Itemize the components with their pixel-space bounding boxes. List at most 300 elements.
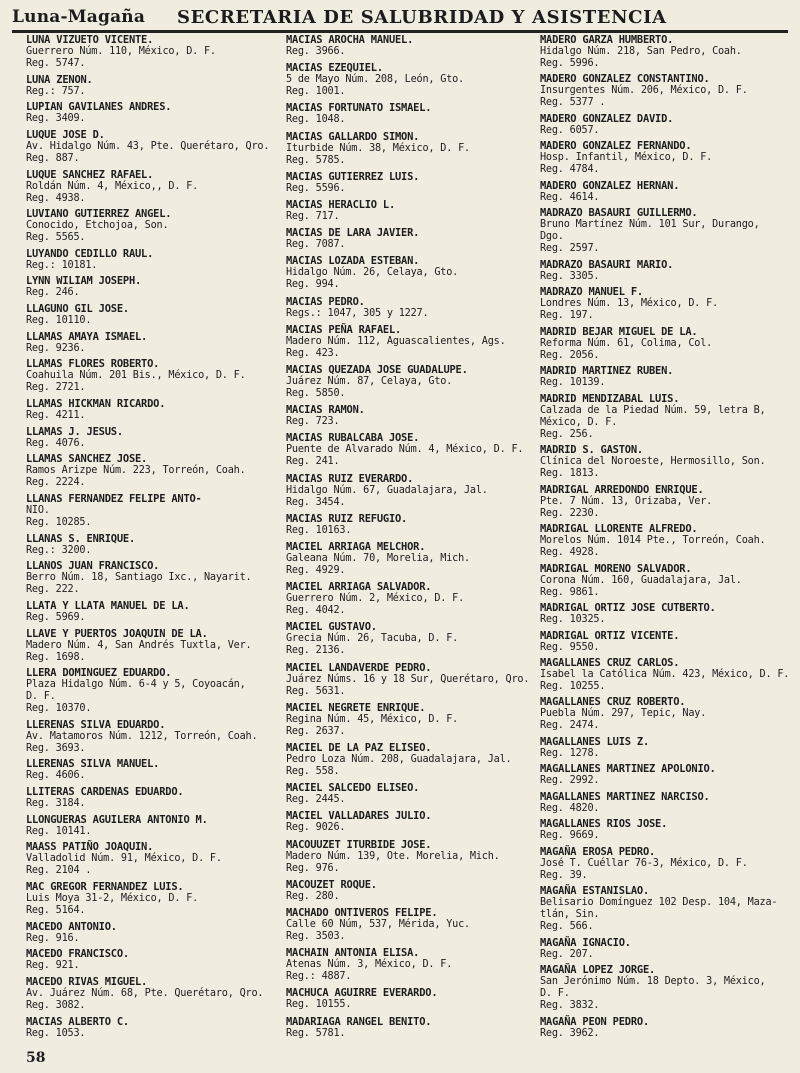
directory-columns xyxy=(12,34,796,1044)
entry-registration: Reg. 887. xyxy=(26,152,80,164)
entry-address: Iturbide Núm. 38, México, D. F. xyxy=(286,142,470,154)
directory-entry xyxy=(286,662,540,698)
directory-entry xyxy=(286,702,540,738)
directory-entry xyxy=(540,393,796,441)
directory-entry xyxy=(286,621,540,657)
entry-address: Ramos Arizpe Núm. 223, Torreón, Coah. xyxy=(26,465,246,477)
entry-registration: Reg. 1001. xyxy=(286,86,346,98)
entry-name: LUYANDO CEDILLO RAUL. xyxy=(26,247,154,260)
entry-address: Calzada de la Piedad Núm. 59, letra B, xyxy=(540,404,766,416)
entry-name: MACIAS QUEZADA JOSE GUADALUPE. xyxy=(286,364,468,377)
directory-entry xyxy=(286,227,540,251)
directory-entry xyxy=(286,102,540,126)
page-number: 58 xyxy=(26,1050,46,1066)
entry-registration: Reg. 2597. xyxy=(540,243,600,255)
directory-entry xyxy=(26,533,278,557)
entry-registration: Reg. 3409. xyxy=(26,113,86,125)
entry-name: LLERENAS SILVA EDUARDO. xyxy=(26,718,166,731)
entry-address: D. F. xyxy=(540,988,570,1000)
column-right xyxy=(540,34,796,1044)
entry-registration: Reg. 10141. xyxy=(26,825,92,837)
directory-entry xyxy=(26,275,278,299)
directory-entry xyxy=(26,129,278,165)
entry-name: MACIAS PEDRO. xyxy=(286,295,365,308)
directory-entry xyxy=(540,791,796,815)
entry-name: MACIEL VALLADARES JULIO. xyxy=(286,810,432,823)
entry-name: LLATA Y LLATA MANUEL DE LA. xyxy=(26,599,190,612)
directory-entry xyxy=(26,493,278,529)
entry-address: Puebla Núm. 297, Tepic, Nay. xyxy=(540,708,707,720)
directory-entry xyxy=(26,841,278,877)
entry-name: MADRAZO MANUEL F. xyxy=(540,286,643,299)
entry-address: México, D. F. xyxy=(540,416,618,428)
entry-address: Luis Moya 31-2, México, D. F. xyxy=(26,893,199,905)
entry-name: MACIAS AROCHA MANUEL. xyxy=(286,34,414,46)
column-middle xyxy=(286,34,540,1044)
entry-address: NIO. xyxy=(26,504,50,516)
directory-entry xyxy=(26,248,278,272)
entry-name: MACIEL SALCEDO ELISEO. xyxy=(286,782,420,795)
entry-registration: Reg. 2136. xyxy=(286,645,346,657)
entry-address: Corona Núm. 160, Guadalajara, Jal. xyxy=(540,574,742,586)
directory-entry xyxy=(26,1016,278,1040)
directory-entry xyxy=(286,34,540,58)
entry-name: MACIAS FORTUNATO ISMAEL. xyxy=(286,102,432,115)
entry-address: Dgo. xyxy=(540,231,564,243)
entry-registration: Reg. 10370. xyxy=(26,703,92,715)
entry-name: LLANOS JUAN FRANCISCO. xyxy=(26,560,160,573)
entry-registration: Reg. 39. xyxy=(540,869,588,881)
entry-registration: Reg. 3966. xyxy=(286,46,346,57)
directory-entry xyxy=(540,630,796,654)
directory-entry xyxy=(540,140,796,176)
entry-registration: Reg. 7087. xyxy=(286,239,346,251)
entry-name: LLAMAS HICKMAN RICARDO. xyxy=(26,398,166,411)
entry-name: MACIAS GUTIERREZ LUIS. xyxy=(286,170,420,183)
entry-name: LLITERAS CARDENAS EDUARDO. xyxy=(26,786,184,799)
entry-name: MADRIGAL ORTIZ VICENTE. xyxy=(540,629,680,642)
directory-entry xyxy=(540,259,796,283)
entry-registration: Reg. 5781. xyxy=(286,1027,346,1039)
entry-name: MAGAÑA PEON PEDRO. xyxy=(540,1015,650,1028)
entry-address: Madero Núm. 112, Aguascalientes, Ags. xyxy=(286,335,506,347)
entry-address: Puente de Alvarado Núm. 4, México, D. F. xyxy=(286,444,524,456)
entry-registration: Reg. 5996. xyxy=(540,58,600,69)
entry-registration: Reg. 6057. xyxy=(540,124,600,136)
entry-registration: Reg. 3082. xyxy=(26,999,86,1011)
entry-registration: Reg. 2445. xyxy=(286,794,346,806)
entry-registration: Reg. 4606. xyxy=(26,770,86,782)
directory-entry xyxy=(286,513,540,537)
entry-name: MADRIGAL MORENO SALVADOR. xyxy=(540,562,692,575)
directory-entry xyxy=(286,947,540,983)
directory-entry xyxy=(26,331,278,355)
directory-entry xyxy=(540,696,796,732)
directory-entry xyxy=(540,444,796,480)
directory-entry xyxy=(286,987,540,1011)
entry-registration: Reg. 5164. xyxy=(26,905,86,917)
entry-registration: Reg. 10285. xyxy=(26,516,92,528)
directory-entry xyxy=(26,758,278,782)
directory-entry xyxy=(26,667,278,715)
entry-registration: Reg. 717. xyxy=(286,211,340,223)
entry-address: Av. Hidalgo Núm. 43, Pte. Querétaro, Qro. xyxy=(26,140,270,152)
entry-address: Coahuila Núm. 201 Bis., México, D. F. xyxy=(26,370,246,382)
directory-entry xyxy=(26,786,278,810)
entry-address: Belisario Domínguez 102 Desp. 104, Maza- xyxy=(540,897,778,909)
directory-entry xyxy=(26,101,278,125)
entry-registration: Reg. 994. xyxy=(286,279,340,291)
entry-address: Conocido, Etchojoa, Son. xyxy=(26,220,169,232)
entry-address: 5 de Mayo Núm. 208, León, Gto. xyxy=(286,74,465,86)
directory-entry xyxy=(286,364,540,400)
entry-registration: Reg. 4076. xyxy=(26,437,86,449)
entry-registration: Reg. 3503. xyxy=(286,931,346,943)
directory-entry xyxy=(26,358,278,394)
entry-name: LLERENAS SILVA MANUEL. xyxy=(26,758,160,771)
entry-address: Isabel la Católica Núm. 423, México, D. F. xyxy=(540,668,790,680)
entry-name: MAGAÑA ESTANISLAO. xyxy=(540,885,650,898)
entry-registration: Reg. 10155. xyxy=(286,999,352,1011)
entry-address: Madero Núm. 4, San Andrés Tuxtla, Ver. xyxy=(26,639,252,651)
entry-address: Hidalgo Núm. 26, Celaya, Gto. xyxy=(286,267,459,279)
entry-registration: Reg. 10110. xyxy=(26,315,92,327)
directory-entry xyxy=(26,208,278,244)
entry-address: tlán, Sin. xyxy=(540,909,600,921)
entry-registration: Regina Núm. 45, México, D. F. xyxy=(286,713,459,725)
directory-entry xyxy=(540,736,796,760)
entry-name: LLAMAS AMAYA ISMAEL. xyxy=(26,330,148,343)
entry-name: MADRID MARTINEZ RUBEN. xyxy=(540,365,674,378)
entry-registration: Reg. 1813. xyxy=(540,468,600,480)
entry-registration: Reg. 2474. xyxy=(540,720,600,732)
entry-address: José T. Cuéllar 76-3, México, D. F. xyxy=(540,857,748,869)
entry-registration: Reg. 9026. xyxy=(286,822,346,834)
directory-entry xyxy=(26,74,278,98)
entry-name: MADRIGAL LLORENTE ALFREDO. xyxy=(540,523,698,536)
entry-name: MACIEL ARRIAGA SALVADOR. xyxy=(286,581,432,594)
directory-entry xyxy=(540,818,796,842)
entry-address: San Jerónimo Núm. 18 Depto. 3, México, xyxy=(540,976,766,988)
entry-address: Pedro Loza Núm. 208, Guadalajara, Jal. xyxy=(286,754,512,766)
entry-registration: Reg. 246. xyxy=(26,287,80,299)
entry-address: Atenas Núm. 3, México, D. F. xyxy=(286,959,453,971)
entry-name: MACHUCA AGUIRRE EVERARDO. xyxy=(286,987,438,1000)
entry-name: LYNN WILIAM JOSEPH. xyxy=(26,275,142,288)
entry-name: MAGALLANES CRUZ ROBERTO. xyxy=(540,696,686,709)
entry-name: MACIAS LOZADA ESTEBAN. xyxy=(286,255,420,268)
entry-name: MACIAS RUIZ EVERARDO. xyxy=(286,472,414,485)
entry-address: Plaza Hidalgo Núm. 6-4 y 5, Coyoacán, xyxy=(26,679,246,691)
entry-address: Hosp. Infantil, México, D. F. xyxy=(540,152,713,164)
directory-entry xyxy=(286,432,540,468)
entry-registration: Reg.: 3200. xyxy=(26,544,92,556)
entry-address: Madero Núm. 139, Ote. Morelia, Mich. xyxy=(286,850,500,862)
directory-entry xyxy=(540,602,796,626)
entry-registration: Reg. 916. xyxy=(26,932,80,944)
entry-name: MACIEL GUSTAVO. xyxy=(286,621,377,634)
entry-name: MADERO GARZA HUMBERTO. xyxy=(540,34,674,46)
entry-registration: Reg. 10325. xyxy=(540,614,606,626)
entry-registration: Reg. 2637. xyxy=(286,725,346,737)
directory-entry xyxy=(26,169,278,205)
directory-entry xyxy=(286,199,540,223)
entry-registration: Reg. 10255. xyxy=(540,680,606,692)
entry-registration: Reg. 10163. xyxy=(286,524,352,536)
directory-entry xyxy=(26,976,278,1012)
entry-address: Grecia Núm. 26, Tacuba, D. F. xyxy=(286,633,459,645)
entry-name: MAGALLANES RIOS JOSE. xyxy=(540,818,668,831)
entry-registration: Reg. 241. xyxy=(286,456,340,468)
entry-registration: Reg. 3454. xyxy=(286,496,346,508)
entry-registration: Reg. 566. xyxy=(540,921,594,933)
directory-entry xyxy=(286,782,540,806)
entry-registration: Reg. 9669. xyxy=(540,830,600,842)
entry-registration: Reg. 1048. xyxy=(286,114,346,126)
entry-address: Calle 60 Núm, 537, Mérida, Yuc. xyxy=(286,919,470,931)
directory-entry xyxy=(540,763,796,787)
directory-entry xyxy=(540,885,796,933)
entry-registration: Reg. 2992. xyxy=(540,775,600,787)
entry-address: Bruno Martínez Núm. 101 Sur, Durango, xyxy=(540,219,760,231)
directory-entry xyxy=(286,810,540,834)
entry-address: Pte. 7 Núm. 13, Orizaba, Ver. xyxy=(540,495,713,507)
entry-registration: Reg. 280. xyxy=(286,890,340,902)
entry-name: MAGAÑA LOPEZ JORGE. xyxy=(540,964,656,977)
entry-address: Av. Matamoros Núm. 1212, Torreón, Coah. xyxy=(26,730,258,742)
entry-name: MADRAZO BASAURI MARIO. xyxy=(540,258,674,271)
entry-registration: Reg. 1053. xyxy=(26,1027,86,1039)
directory-entry xyxy=(540,937,796,961)
directory-entry xyxy=(540,484,796,520)
directory-entry xyxy=(26,719,278,755)
directory-entry xyxy=(26,948,278,972)
entry-registration: Reg. 5377 . xyxy=(540,97,606,109)
entry-address: Juárez Núms. 16 y 18 Sur, Querétaro, Qro. xyxy=(286,673,530,685)
entry-registration: Reg. 4938. xyxy=(26,192,86,204)
directory-entry xyxy=(26,426,278,450)
entry-name: LLONGUERAS AGUILERA ANTONIO M. xyxy=(26,813,208,826)
entry-name: MACIAS HERACLIO L. xyxy=(286,199,396,212)
entry-registration: Reg. 2721. xyxy=(26,382,86,394)
entry-address: Av. Juárez Núm. 68, Pte. Querétaro, Qro. xyxy=(26,987,264,999)
entry-name: MACIAS RUBALCABA JOSE. xyxy=(286,432,420,445)
entry-name: MADARIAGA RANGEL BENITO. xyxy=(286,1015,432,1028)
entry-registration: Reg. 2104 . xyxy=(26,865,92,877)
entry-name: MAGALLANES CRUZ CARLOS. xyxy=(540,656,680,669)
entry-name: LUPIAN GAVILANES ANDRES. xyxy=(26,101,172,114)
entry-name: MAC GREGOR FERNANDEZ LUIS. xyxy=(26,881,184,894)
entry-name: MADERO GONZALEZ CONSTANTINO. xyxy=(540,73,710,86)
entry-registration: Reg.: 757. xyxy=(26,85,86,97)
directory-entry xyxy=(286,1016,540,1040)
entry-registration: Reg. 222. xyxy=(26,584,80,596)
directory-entry xyxy=(286,742,540,778)
directory-entry xyxy=(540,846,796,882)
entry-name: MADRIGAL ORTIZ JOSE CUTBERTO. xyxy=(540,602,716,615)
entry-registration: Reg. 4211. xyxy=(26,410,86,422)
entry-name: MAGALLANES LUIS Z. xyxy=(540,735,650,748)
entry-name: LUNA VIZUETO VICENTE. xyxy=(26,34,154,46)
entry-name: MADRID S. GASTON. xyxy=(540,444,643,457)
entry-name: MACOUZET ROQUE. xyxy=(286,878,377,891)
directory-entry xyxy=(286,404,540,428)
entry-name: LUQUE JOSE D. xyxy=(26,128,105,141)
entry-name: MACIEL NEGRETE ENRIQUE. xyxy=(286,701,426,714)
column-left xyxy=(26,34,278,1044)
entry-registration: Reg. 3693. xyxy=(26,742,86,754)
directory-entry xyxy=(540,286,796,322)
entry-registration: Reg. 2230. xyxy=(540,507,600,519)
entry-name: LLAMAS SANCHEZ JOSE. xyxy=(26,453,148,466)
entry-name: LLERA DOMINGUEZ EDUARDO. xyxy=(26,667,172,680)
entry-address: Morelos Núm. 1014 Pte., Torreón, Coah. xyxy=(540,535,766,547)
entry-registration: Reg. 4928. xyxy=(540,547,600,559)
entry-name: MAGAÑA IGNACIO. xyxy=(540,936,631,949)
directory-entry xyxy=(540,34,796,70)
directory-entry xyxy=(286,171,540,195)
entry-registration: Reg. 5747. xyxy=(26,58,86,69)
entry-name: MADRIGAL ARREDONDO ENRIQUE. xyxy=(540,483,704,496)
directory-entry xyxy=(540,207,796,255)
entry-registration: Reg.: 4887. xyxy=(286,971,352,983)
entry-name: LLAMAS FLORES ROBERTO. xyxy=(26,358,160,371)
entry-registration: Reg. 1698. xyxy=(26,651,86,663)
entry-name: MADERO GONZALEZ HERNAN. xyxy=(540,179,680,192)
entry-name: MACEDO FRANCISCO. xyxy=(26,948,129,961)
entry-registration: Reg. 197. xyxy=(540,310,594,322)
entry-address: Juárez Núm. 87, Celaya, Gto. xyxy=(286,376,453,388)
entry-name: MACEDO ANTONIO. xyxy=(26,920,117,933)
entry-address: Valladolid Núm. 91, México, D. F. xyxy=(26,853,222,865)
entry-address: Roldán Núm. 4, México,, D. F. xyxy=(26,180,199,192)
directory-entry xyxy=(540,326,796,362)
entry-registration: Reg. 976. xyxy=(286,862,340,874)
entry-name: MAGALLANES MARTINEZ APOLONIO. xyxy=(540,763,716,776)
directory-entry xyxy=(286,879,540,903)
entry-registration: Reg. 921. xyxy=(26,960,80,972)
entry-registration: Reg. 5596. xyxy=(286,182,346,194)
directory-entry xyxy=(540,657,796,693)
entry-name: MACIAS ALBERTO C. xyxy=(26,1015,129,1028)
entry-registration: Reg. 558. xyxy=(286,766,340,778)
entry-name: LLANAS FERNANDEZ FELIPE ANTO- xyxy=(26,492,202,505)
entry-name: MADERO GONZALEZ DAVID. xyxy=(540,112,674,125)
directory-entry xyxy=(540,523,796,559)
entry-name: LLAVE Y PUERTOS JOAQUIN DE LA. xyxy=(26,627,208,640)
directory-entry xyxy=(26,453,278,489)
entry-name: MACIEL LANDAVERDE PEDRO. xyxy=(286,661,432,674)
entry-name: MACIEL DE LA PAZ ELISEO. xyxy=(286,742,432,755)
entry-address: Guerrero Núm. 110, México, D. F. xyxy=(26,46,216,57)
entry-registration: Reg. 3832. xyxy=(540,1000,600,1012)
entry-registration: Regs.: 1047, 305 y 1227. xyxy=(286,307,429,319)
entry-name: MACEDO RIVAS MIGUEL. xyxy=(26,975,148,988)
entry-registration: Reg. 3184. xyxy=(26,798,86,810)
entry-registration: Reg. 2224. xyxy=(26,477,86,489)
entry-registration: Reg. 9861. xyxy=(540,586,600,598)
directory-entry xyxy=(26,814,278,838)
entry-name: LLAMAS J. JESUS. xyxy=(26,425,123,438)
directory-entry xyxy=(540,73,796,109)
entry-registration: Reg. 3305. xyxy=(540,270,600,282)
entry-registration: Reg. 4042. xyxy=(286,605,346,617)
entry-address: Insurgentes Núm. 206, México, D. F. xyxy=(540,85,748,97)
directory-entry xyxy=(26,600,278,624)
directory-entry xyxy=(286,324,540,360)
directory-entry xyxy=(26,303,278,327)
entry-registration: Reg.: 10181. xyxy=(26,259,98,271)
directory-entry xyxy=(540,1016,796,1040)
directory-entry xyxy=(26,881,278,917)
entry-address: Clínica del Noroeste, Hermosillo, Son. xyxy=(540,456,766,468)
entry-name: LUNA ZENON. xyxy=(26,73,93,86)
entry-registration: Reg. 4614. xyxy=(540,191,600,203)
entry-registration: Reg. 207. xyxy=(540,948,594,960)
entry-registration: Reg. 3962. xyxy=(540,1027,600,1039)
entry-registration: Reg. 4784. xyxy=(540,164,600,176)
directory-entry xyxy=(286,907,540,943)
entry-name: MAASS PATIÑO JOAQUIN. xyxy=(26,841,154,854)
entry-name: MACIAS DE LARA JAVIER. xyxy=(286,227,420,240)
entry-address: Hidalgo Núm. 218, San Pedro, Coah. xyxy=(540,46,742,57)
entry-name: MACIAS RAMON. xyxy=(286,404,365,417)
entry-name: MADRAZO BASAURI GUILLERMO. xyxy=(540,207,698,220)
entry-registration: Reg. 9550. xyxy=(540,641,600,653)
entry-registration: Reg. 5850. xyxy=(286,388,346,400)
entry-name: MACIAS PEÑA RAFAEL. xyxy=(286,323,402,336)
entry-address: Hidalgo Núm. 67, Guadalajara, Jal. xyxy=(286,484,488,496)
directory-entry xyxy=(26,921,278,945)
entry-registration: Reg. 5565. xyxy=(26,232,86,244)
entry-name: MACIEL ARRIAGA MELCHOR. xyxy=(286,541,426,554)
entry-registration: Reg. 5631. xyxy=(286,685,346,697)
entry-name: MACIAS GALLARDO SIMON. xyxy=(286,130,420,143)
entry-address: Reforma Núm. 61, Colima, Col. xyxy=(540,337,713,349)
directory-entry xyxy=(26,34,278,70)
directory-entry xyxy=(26,560,278,596)
entry-registration: Reg. 4929. xyxy=(286,565,346,577)
directory-entry xyxy=(286,255,540,291)
entry-registration: Reg. 723. xyxy=(286,416,340,428)
entry-name: MACIAS EZEQUIEL. xyxy=(286,62,383,75)
entry-address: D. F. xyxy=(26,691,56,703)
entry-registration: Reg. 1278. xyxy=(540,747,600,759)
entry-name: MAGALLANES MARTINEZ NARCISO. xyxy=(540,790,710,803)
directory-entry xyxy=(540,964,796,1012)
entry-name: MADERO GONZALEZ FERNANDO. xyxy=(540,140,692,153)
entry-registration: Reg. 4820. xyxy=(540,802,600,814)
directory-entry xyxy=(286,839,540,875)
running-head: Luna-Magaña xyxy=(12,7,146,27)
entry-address: Guerrero Núm. 2, México, D. F. xyxy=(286,593,465,605)
entry-name: MAGAÑA EROSA PEDRO. xyxy=(540,845,656,858)
entry-address: Galeana Núm. 70, Morelia, Mich. xyxy=(286,553,470,565)
entry-name: LLAGUNO GIL JOSE. xyxy=(26,303,129,316)
directory-entry xyxy=(540,113,796,137)
directory-entry xyxy=(286,62,540,98)
entry-registration: Reg. 9236. xyxy=(26,342,86,354)
entry-name: MACHADO ONTIVEROS FELIPE. xyxy=(286,907,438,920)
entry-registration: Reg. 5969. xyxy=(26,611,86,623)
entry-name: MACOUUZET ITURBIDE JOSE. xyxy=(286,838,432,851)
entry-registration: Reg. 5785. xyxy=(286,154,346,166)
entry-registration: Reg. 256. xyxy=(540,428,594,440)
entry-name: MADRID BEJAR MIGUEL DE LA. xyxy=(540,325,698,338)
entry-registration: Reg. 2056. xyxy=(540,349,600,361)
entry-registration: Reg. 423. xyxy=(286,347,340,359)
directory-entry xyxy=(540,365,796,389)
